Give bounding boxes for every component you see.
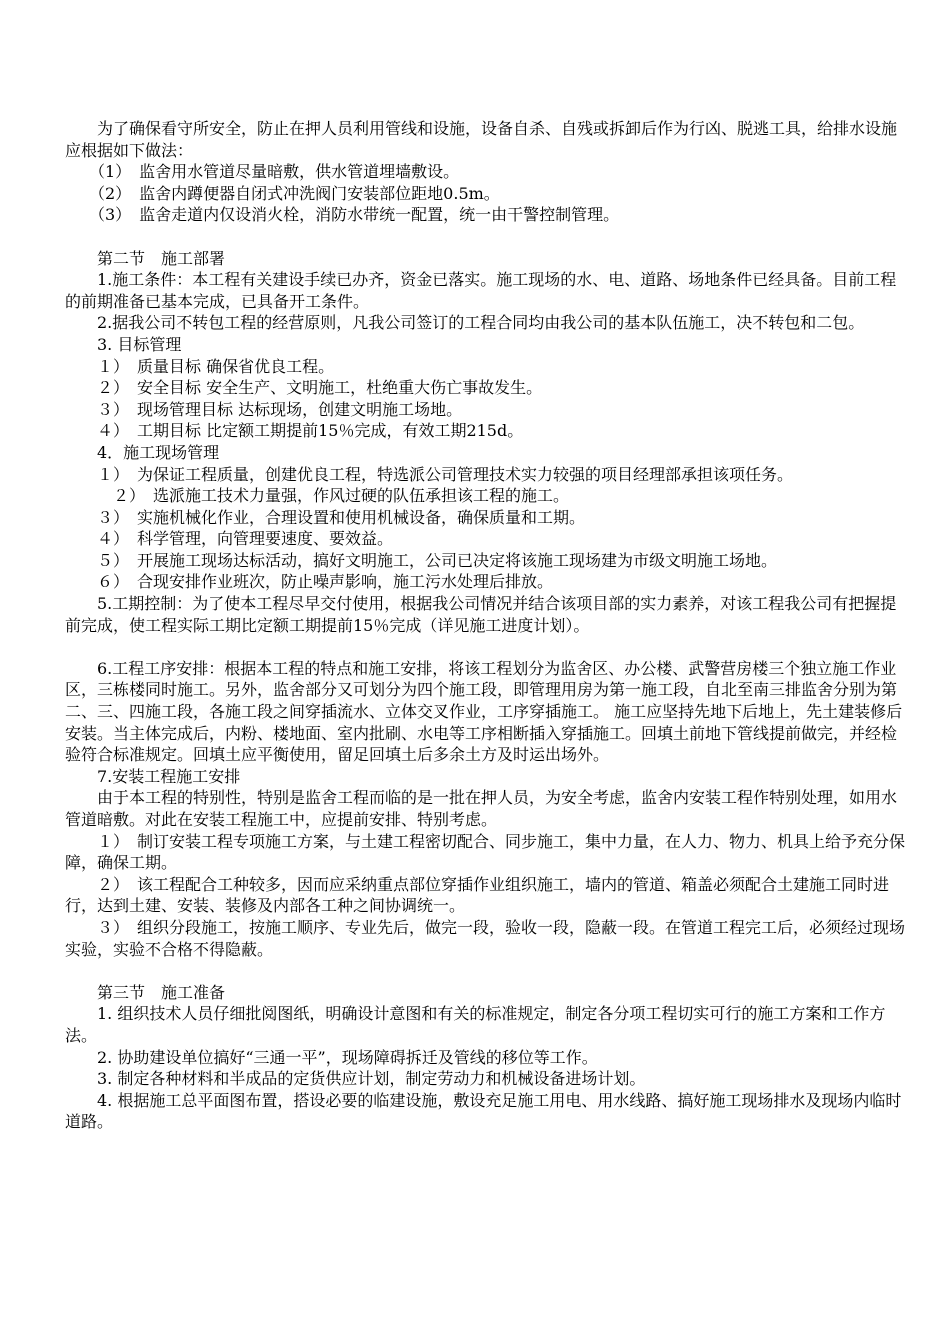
paragraph: ２） 安全目标 安全生产、文明施工，杜绝重大伤亡事故发生。 xyxy=(65,378,543,398)
paragraph: 5.工期控制：为了使本工程尽早交付使用，根据我公司情况并结合该项目部的实力素养，对该工程我公司有把握提前完成，使工程实际工期比定额工期提前15％完成（详见施工进度计划）。 xyxy=(65,594,897,635)
paragraph: 1. 组织技术人员仔细批阅图纸，明确设计意图和有关的标准规定，制定各分项工程切实可行的施工方案和工作方法。 xyxy=(65,1004,886,1045)
paragraph: （1） 监舍用水管道尽量暗敷，供水管道埋墙敷设。 xyxy=(65,162,460,182)
blank-line xyxy=(65,636,910,658)
paragraph: 为了确保看守所安全，防止在押人员利用管线和设施，设备自杀、自残或拆卸后作为行凶、脱逃工具，给排水设施应根据如下做法： xyxy=(65,119,898,160)
paragraph: 由于本工程的特别性，特别是监舍工程而临的是一批在押人员，为安全考虑，监舍内安装工程作特别处理，如用水管道暗敷。对此在安装工程施工中，应提前安排、特别考虑。 xyxy=(65,788,898,829)
paragraph: ３） 组织分段施工，按施工顺序、专业先后，做完一段，验收一段，隐蔽一段。在管道工程完工后，必须经过现场实验，实验不合格不得隐蔽。 xyxy=(65,917,906,959)
paragraph: ５） 开展施工现场达标活动，搞好文明施工，公司已决定将该施工现场建为市级文明施工场地。 xyxy=(65,550,778,570)
paragraph: ２） 该工程配合工种较多，因而应采纳重点部位穿插作业组织施工，墙内的管道、箱盖必须配合土建施工同时进行，达到土建、安装、装修及内部各工种之间协调统一。 xyxy=(65,874,890,916)
paragraph: 第三节 施工准备 xyxy=(65,982,226,1002)
paragraph: 4．施工现场管理 xyxy=(65,442,220,462)
paragraph: １） 质量目标 确保省优良工程。 xyxy=(65,356,335,376)
paragraph: 6.工程工序安排：根据本工程的特点和施工安排，将该工程划分为监舍区、办公楼、武警营房楼三个独立施工作业区，三栋楼同时施工。另外，监舍部分又可划分为四个施工段，即管理用房为第一施工段，自北至南三排监舍分别为第二、三、四施工段，各施工段之间穿插流水、立体交叉作业，工序穿插施工。 施工应坚持先地下后地上，先土建装修后安装。当主体完成后，内粉、楼地面、室内批刷、水电等工序相断插入穿插施工。回填土前地下管线提前做完，并经检验符合标准规定。回填土应平衡使用，留足回填土后多余土方及时运出场外。 xyxy=(65,658,903,765)
paragraph: ３） 实施机械化作业，合理设置和使用机械设备，确保质量和工期。 xyxy=(65,507,586,527)
paragraph: 2. 协助建设单位搞好“三通一平”，现场障碍拆迁及管线的移位等工作。 xyxy=(65,1047,598,1067)
paragraph: ４） 工期目标 比定额工期提前15％完成，有效工期215d。 xyxy=(65,421,524,441)
paragraph: 3. 目标管理 xyxy=(65,334,182,354)
paragraph: 第二节 施工部署 xyxy=(65,248,226,268)
blank-line xyxy=(65,960,910,982)
paragraph: 2.据我公司不转包工程的经营原则，凡我公司签订的工程合同均由我公司的基本队伍施工，决不转包和二包。 xyxy=(65,313,865,333)
paragraph: 1.施工条件：本工程有关建设手续已办齐，资金已落实。施工现场的水、电、道路、场地条件已经具备。目前工程的前期准备已基本完成，已具备开工条件。 xyxy=(65,270,897,311)
paragraph: 7.安装工程施工安排 xyxy=(65,766,241,786)
blank-line xyxy=(65,226,910,248)
paragraph: ４） 科学管理，向管理要速度、要效益。 xyxy=(65,529,394,549)
paragraph: （3） 监舍走道内仅设消火栓，消防水带统一配置，统一由干警控制管理。 xyxy=(65,205,620,225)
paragraph: 4. 根据施工总平面图布置，搭设必要的临建设施，敷设充足施工用电、用水线路、搞好施工现场排水及现场内临时道路。 xyxy=(65,1090,902,1132)
paragraph: １） 为保证工程质量，创建优良工程，特选派公司管理技术实力较强的项目经理部承担该项任务。 xyxy=(65,464,794,484)
paragraph: ６） 合现安排作业班次，防止噪声影响，施工污水处理后排放。 xyxy=(65,572,554,592)
paragraph: １） 制订安装工程专项施工方案，与土建工程密切配合、同步施工，集中力量，在人力、物力、机具上给予充分保障，确保工期。 xyxy=(65,831,906,873)
paragraph: ２） 选派施工技术力量强，作风过硬的队伍承担该工程的施工。 xyxy=(65,486,570,506)
paragraph: （2） 监舍内蹲便器自闭式冲洗阀门安装部位距地0.5m。 xyxy=(65,183,500,203)
paragraph: 3. 制定各种材料和半成品的定货供应计划，制定劳动力和机械设备进场计划。 xyxy=(65,1069,646,1089)
paragraph: ３） 现场管理目标 达标现场，创建文明施工场地。 xyxy=(65,399,463,419)
